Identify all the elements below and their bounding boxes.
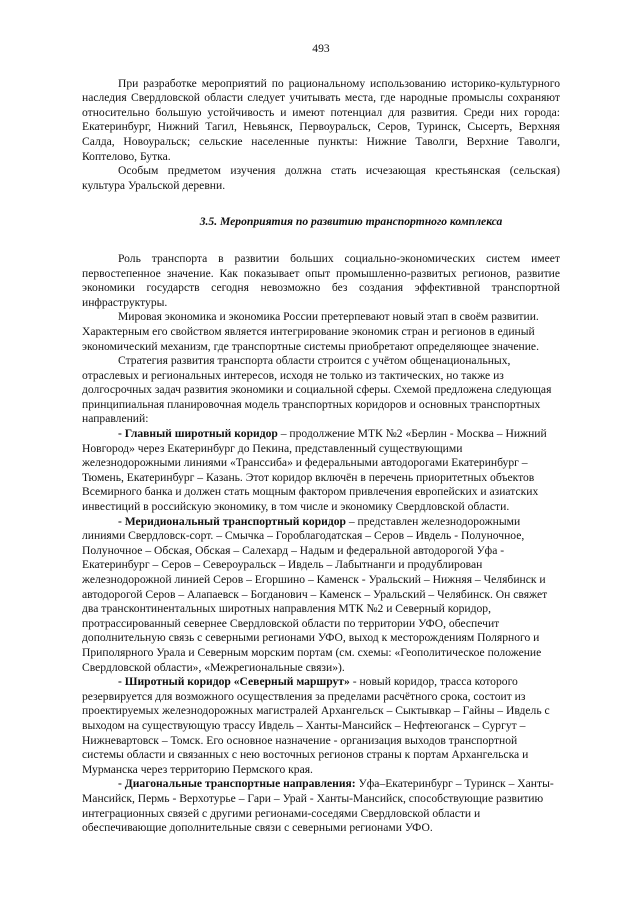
corridor-title: - Меридиональный транспортный коридор — [118, 514, 346, 528]
corridor-title: - Главный широтный коридор — [118, 427, 278, 441]
corridor-text: – представлен железнодорожными линиями Свердловск-сорт. – Смычка – Гороблагодатская – Серов – Ивдель - Полуночное, Полуночное – Обская, Обская – Салехард – Надым и федеральной автодорогой Уфа - Екатеринбург – Серов – Североуральск – Ивдель – Лабытнанги и продублирован железнодорожной линией Серов – Егоршино – Каменск - Уральский – Нижняя – Челябинск и автодорогой Серов – Алапаевск – Богданович – Каменск – Уральский – Челябинск. Он свяжет два трансконтинентальных широтных направления МТК №2 и Северный коридор, протрассированный севернее Свердловской области по территории УФО, обеспечит дополнительную связь с северными регионами УФО, выход к месторождениям Полярного и Приполярного Урала и Северным морским портам (см. схемы: «Геополитическое положение Свердловской области», «Межрегиональные связи»). — [82, 514, 548, 674]
body-paragraph-2: Мировая экономика и экономика России претерпевают новый этап в своём развитии. Характерным его свойством является интегрирование экономик стран и регионов в единый экономический механизм, где транспортные системы приобретают определяющее значение. — [82, 310, 539, 353]
corridor-paragraph-meridional — [82, 515, 560, 676]
intro-paragraph-1: При разработке мероприятий по рациональному использованию историко-культурного наследия Свердловской области следует учитывать места, где народные промыслы сохраняют относительно большую устойчивость и имеют потенциал для развития. Среди них города: Екатеринбург, Нижний Тагил, Невьянск, Первоуральск, Серов, Туринск, Сысерть, Верхняя Салда, Новоуральск; сельские населенные пункты: Нижние Таволги, Верхние Таволги, Коптелово, Бутка. — [82, 76, 560, 163]
section-heading: 3.5. Мероприятия по развитию транспортного комплекса — [199, 215, 503, 229]
body-paragraph-1: Роль транспорта в развитии больших социально-экономических систем имеет первостепенное значение. Как показывает опыт промышленно-развитых регионов, развитие экономики государств сегодня невозможно без создания эффективной транспортной инфраструктуры. — [82, 251, 560, 309]
corridor-title: - Широтный коридор «Северный маршрут» — [118, 675, 350, 689]
corridor-paragraph-diagonal — [82, 777, 560, 835]
corridor-paragraph-main-latitudinal — [82, 427, 560, 515]
body-paragraph-3: Стратегия развития транспорта области строится с учётом общенациональных, отраслевых и региональных интересов, исходя не только из тактических, но также из долгосрочных задач развития экономики и социальной сферы. Схемой предложена следующая принципиальная планировочная модель транспортных коридоров и основных транспортных направлений: — [82, 354, 552, 426]
corridor-text: Уфа–Екатеринбург – Туринск – Ханты-Мансийск, Пермь - Верхотурье – Гари – Урай - Ханты-Мансийск, способствующие развитию интеграционных связей с другими регионами-соседями Свердловской области и обеспечивающие дополнительные связи с северными регионами УФО. — [82, 777, 554, 835]
corridor-title: - Диагональные транспортные направления: — [118, 777, 356, 791]
page-number: 493 — [312, 42, 330, 55]
corridor-text: - новый коридор, трасса которого резервируется для возможного осуществления за пределами расчётного срока, состоит из проектируемых железнодорожных магистралей Архангельск – Сыктывкар – Гайны – Ивдель с выходом на существующую трассу Ивдель – Ханты-Мансийск – Нефтеюганск – Сургут – Нижневартовск – Томск. Его основное назначение - организация выходов транспортной системы области и связанных с нею восточных регионов страны к портам Архангельска и Мурманска через территорию Пермского края. — [82, 675, 550, 776]
intro-paragraph-2: Особым предметом изучения должна стать исчезающая крестьянская (сельская) культура Уральской деревни. — [82, 164, 560, 192]
document-page — [82, 0, 560, 836]
corridor-text: – продолжение МТК №2 «Берлин - Москва – Нижний Новгород» через Екатеринбург до Пекина, представленный существующими железнодорожными линиями «Транссиба» и федеральными автодорогами Екатеринбург – Тюмень, Екатеринбург – Казань. Этот коридор включён в перечень приоритетных объектов Всемирного банка и должен стать мощным фактором привлечения европейских и азиатских инвестиций в российскую экономику, в том числе и экономику Свердловской области. — [82, 427, 547, 514]
corridor-paragraph-northern-route — [82, 675, 560, 777]
